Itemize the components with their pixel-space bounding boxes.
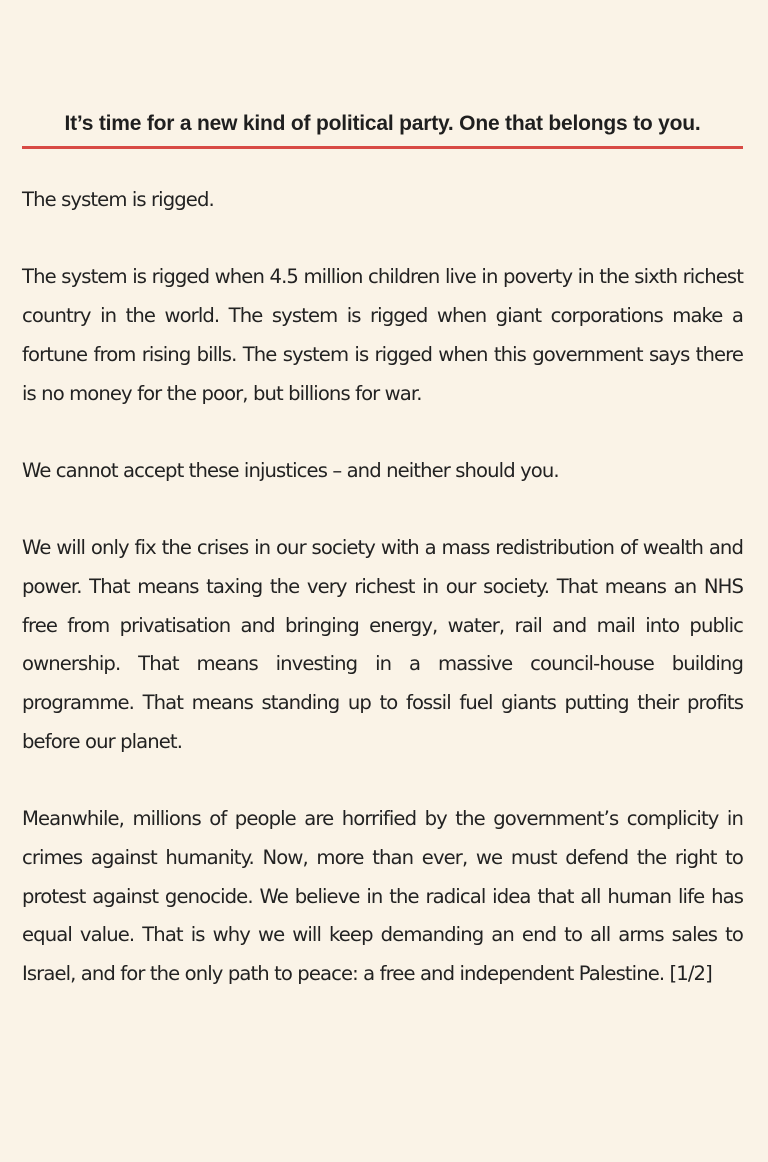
paragraph-palestine: Meanwhile, millions of people are horrified by the government’s complicity in crimes against humanity. Now, more than ever, we must defend the right to protest against genocide. We believe in the radical idea that all human life has equal value. That is why we will keep demanding an end to all arms sales to Israel, and for the only path to peace: a free and independent Palestine. [1/2] — [22, 807, 743, 985]
paragraph-injustices: We cannot accept these injustices – and neither should you. — [22, 458, 559, 482]
paragraph-system-rigged: The system is rigged. — [22, 188, 214, 211]
headline: It’s time for a new kind of political party. One that belongs to you. — [64, 112, 701, 135]
statement-body — [22, 181, 743, 1032]
headline-underline — [22, 146, 743, 149]
paragraph-poverty: The system is rigged when 4.5 million children live in poverty in the sixth richest country in the world. The system is rigged when giant corporations make a fortune from rising bills. The system is rigged when this government says there is no money for the poor, but billions for war. — [22, 265, 743, 405]
paragraph-redistribution: We will only fix the crises in our society with a mass redistribution of wealth and power. That means taxing the very richest in our society. That means an NHS free from privatisation and bringing energy, water, rail and mail into public ownership. That means investing in a massive council-house building programme. That means standing up to fossil fuel giants putting their profits before our planet. — [22, 536, 743, 753]
